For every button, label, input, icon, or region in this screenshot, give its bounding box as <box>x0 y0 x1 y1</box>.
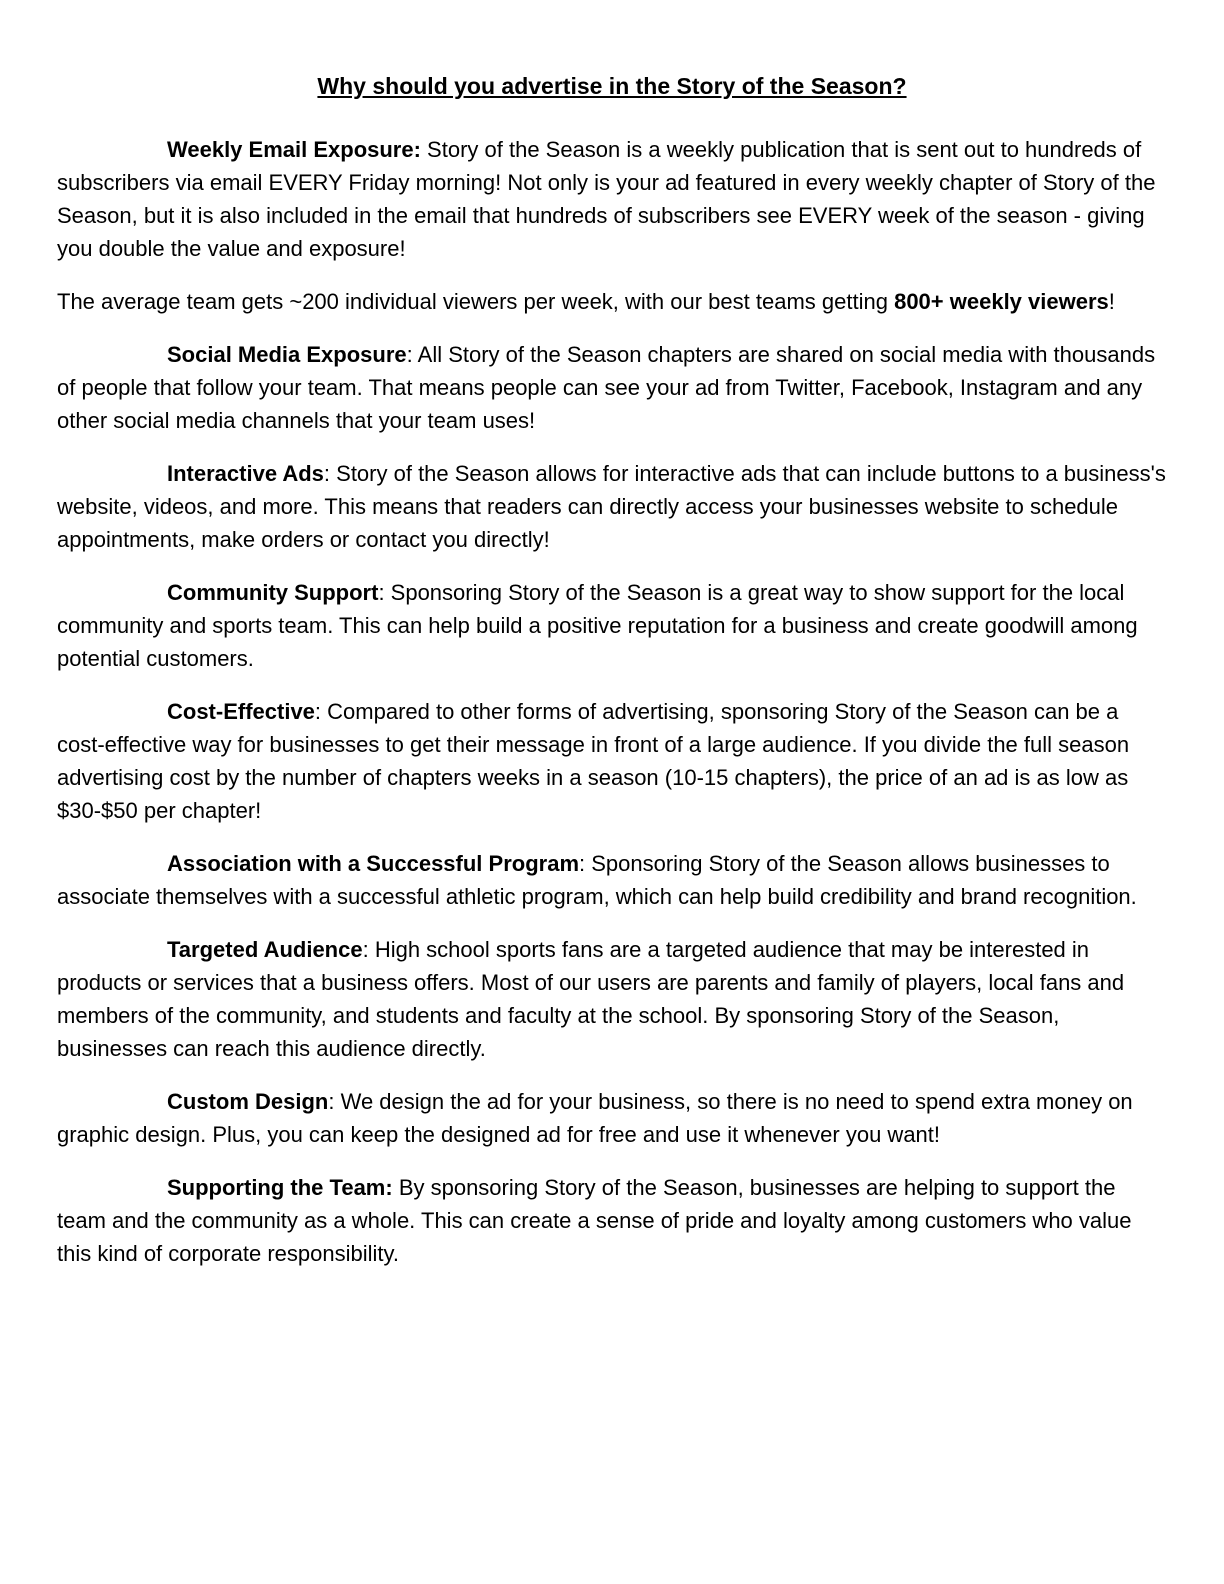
paragraph-interactive-ads <box>57 457 1167 556</box>
text-segment: : High school sports fans are a targeted audience that may be interested in products or services that a business offers. Most of our users are parents and family of players, local fans and members of the community, and students and faculty at the school. By sponsoring Story of the Season, businesses can reach this audience directly. <box>57 937 1125 1061</box>
text-segment: : Compared to other forms of advertising, sponsoring Story of the Season can be a cost-effective way for businesses to get their message in front of a large audience. If you divide the full season advertising cost by the number of chapters weeks in a season (10-15 chapters), the price of an ad is as low as $30-$50 per chapter! <box>57 699 1130 823</box>
text-segment: : Sponsoring Story of the Season allows businesses to associate themselves with a successful athletic program, which can help build credibility and brand recognition. <box>57 851 1137 909</box>
bold-text-segment: Cost-Effective <box>167 699 315 724</box>
paragraph-custom-design <box>57 1085 1167 1151</box>
bold-text-segment: Community Support <box>167 580 379 605</box>
text-segment: ! <box>1108 289 1115 314</box>
text-segment: Story of the Season is a weekly publication that is sent out to hundreds of subscribers via email EVERY Friday morning! Not only is your ad featured in every weekly chapter of Story of the Season, but it is also included in the email that hundreds of subscribers see EVERY week of the season - giving you double the value and exposure! <box>57 137 1156 261</box>
paragraph-social-media-exposure <box>57 338 1167 437</box>
paragraph-cost-effective <box>57 695 1167 827</box>
text-segment: : Story of the Season allows for interactive ads that can include buttons to a business's website, videos, and more. This means that readers can directly access your businesses website to schedule appointments, make orders or contact you directly! <box>57 461 1166 552</box>
bold-text-segment: Supporting the Team: <box>167 1175 399 1200</box>
paragraph-targeted-audience <box>57 933 1167 1065</box>
text-segment: The average team gets ~200 individual viewers per week, with our best teams getting <box>57 289 895 314</box>
paragraph-association-with-successful-program <box>57 847 1167 913</box>
text-segment: By sponsoring Story of the Season, businesses are helping to support the team and the community as a whole. This can create a sense of pride and loyalty among customers who value this kind of corporate responsibility. <box>57 1175 1132 1266</box>
bold-text-segment: Custom Design <box>167 1089 329 1114</box>
paragraph-supporting-the-team <box>57 1171 1167 1270</box>
text-segment: : Sponsoring Story of the Season is a great way to show support for the local community and sports team. This can help build a positive reputation for a business and create goodwill among potential customers. <box>57 580 1138 671</box>
bold-text-segment: 800+ weekly viewers <box>894 289 1109 314</box>
text-segment: : We design the ad for your business, so there is no need to spend extra money on graphic design. Plus, you can keep the designed ad for free and use it whenever you want! <box>57 1089 1133 1147</box>
bold-text-segment: Social Media Exposure <box>167 342 407 367</box>
bold-text-segment: Targeted Audience <box>167 937 363 962</box>
text-segment: : All Story of the Season chapters are shared on social media with thousands of people that follow your team. That means people can see your ad from Twitter, Facebook, Instagram and any other social media channels that your team uses! <box>57 342 1156 433</box>
paragraph-weekly-email-exposure <box>57 133 1167 265</box>
page-title: Why should you advertise in the Story of the Season? <box>317 73 907 99</box>
paragraph-community-support <box>57 576 1167 675</box>
bold-text-segment: Association with a Successful Program <box>167 851 580 876</box>
paragraph-average-viewers <box>57 285 1167 318</box>
bold-text-segment: Interactive Ads <box>167 461 324 486</box>
bold-text-segment: Weekly Email Exposure: <box>167 137 428 162</box>
